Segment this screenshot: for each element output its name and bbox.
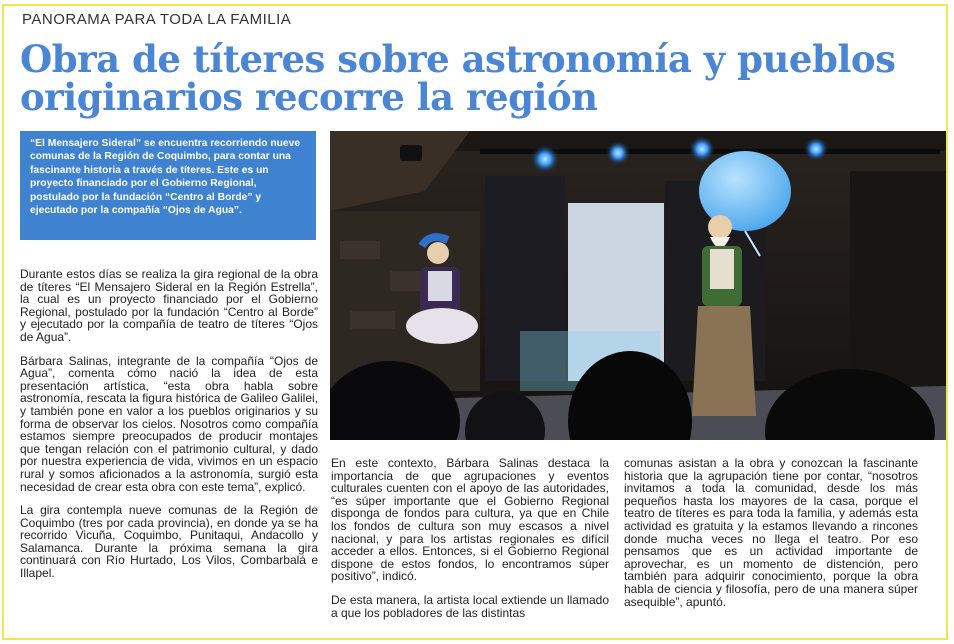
headline (20, 37, 920, 119)
lead-box: “El Mensajero Sideral” se encuentra recorriendo nueve comunas de la Región de Coquimbo, para contar una fascinante historia a través de títeres. Este es un proyecto financiado por el Gobierno Regional, postulado por la fundación “Centro al Borde” y ejecutado por la compañía “Ojos de Agua”. (20, 131, 316, 240)
paragraph: Bárbara Salinas, integrante de la compañía “Ojos de Agua”, comenta cómo nació la idea de esta presentación artística, “esta obra habla sobre astronomía, rescata la figura histórica de Galileo Galilei, y también pone en valor a los pueblos originarios y su forma de observar los cielos. Nosotros como compañía estamos siempre preocupados de producir montajes que tengan relación con el patrimonio cultural, y dado por nuestra experiencia de vida, vivimos en un espacio rural y somos aficionados a la astronomía, surgió esta necesidad de crear esta obra con este tema”, explicó. (20, 353, 318, 494)
headline-line-1: Obra de títeres sobre astronomía y pueblos (20, 37, 896, 81)
paragraph: comunas asistan a la obra y conozcan la fascinante historia que la agrupación tiene por contar, “nosotros invitamos a toda la comunidad, desde los más pequeños hasta los mayores de la casa, porque el teatro de títeres es para toda la familia, y además esta actividad es gratuita y la estamos llevando a rincones donde mucha veces no llega el teatro. Por eso pensamos que es un actividad importante de aprovechar, es un momento de distención, pero también para adquirir conocimiento, porque la obra habla de ciencia y filosofía, pero de una manera súper asequible”, apuntó. (624, 456, 918, 609)
paragraph: Durante estos días se realiza la gira regional de la obra de títeres “El Mensajero Sideral en la Región Estrella”, la cual es un proyecto financiado por el Gobierno Regional, postulado por la fundación “Centro al Borde” y ejecutado por la compañía de teatro de títeres “Ojos de Agua”. (20, 267, 318, 344)
body-column-3 (624, 457, 918, 619)
headline-line-2: originarios recorre la región (20, 75, 598, 119)
paragraph: En este contexto, Bárbara Salinas destaca la importancia de que agrupaciones y eventos culturales cuenten con el apoyo de las autoridades, “es súper importante que el Gobierno Regional disponga de fondos para cultura, ya que en Chile los fondos de cultura son muy escasos a nivel nacional, y para los artistas regionales es difícil acceder a ellos. Entonces, si el Gobierno Regional dispone de estos fondos, lo encontramos súper positivo”, indicó. (331, 456, 609, 584)
paragraph: La gira contempla nueve comunas de la Región de Coquimbo (tres por cada provincia), en donde ya se ha recorrido Vicuña, Coquimbo, Punitaqui, Andacollo y Salamanca. Durante la próxima semana la gira continuará con Río Hurtado, Los Vilos, Combarbalá e Illapel. (20, 503, 318, 581)
body-column-1 (20, 268, 318, 591)
puppet-show-photo (330, 131, 946, 440)
body-column-2 (331, 457, 609, 630)
paragraph: De esta manera, la artista local extiende un llamado a que los pobladores de las distintas (331, 592, 609, 620)
section-label: PANORAMA PARA TODA LA FAMILIA (22, 11, 292, 28)
puppet-show-photo-icon (330, 131, 946, 440)
